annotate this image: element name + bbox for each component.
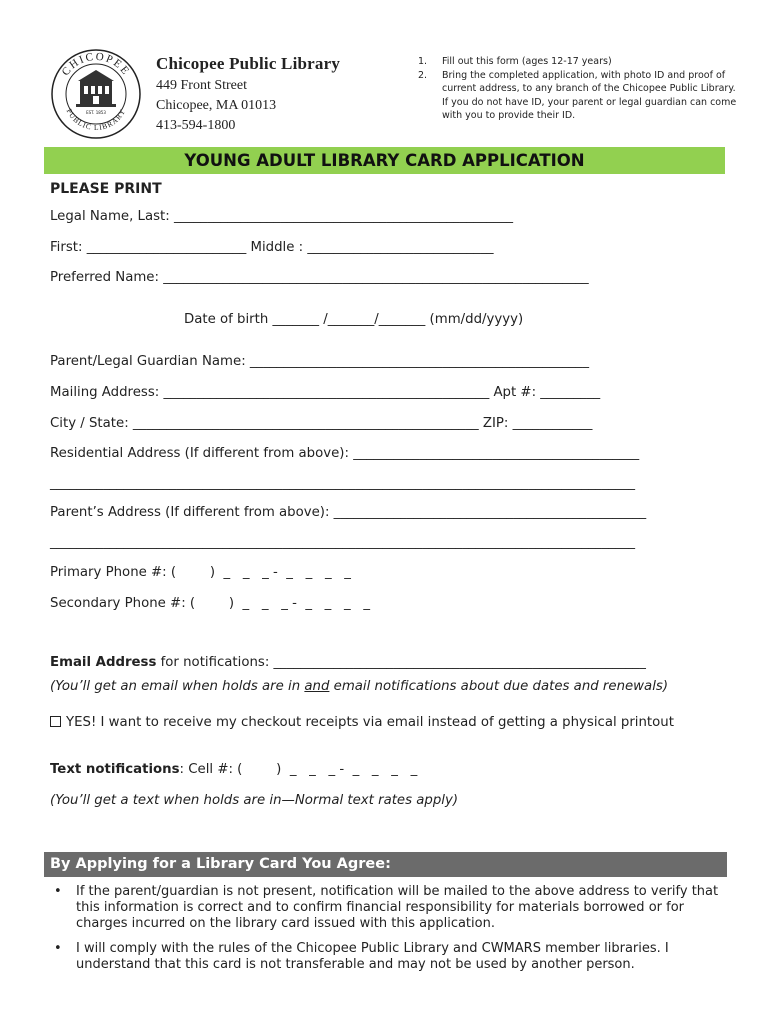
parents-address-field[interactable]: Parent’s Address (If different from above): _______________________________________________ [50, 505, 647, 520]
library-name: Chicopee Public Library [156, 54, 341, 73]
library-city: Chicopee, MA 01013 [156, 98, 277, 113]
city-state-zip-field[interactable]: City / State: ____________________________________________________ ZIP: ____________ [50, 416, 593, 431]
text-notification-field[interactable]: Text notifications: Cell #: ( ) _ _ _ - _ _ _ _ [50, 762, 418, 777]
receipt-email-option[interactable]: YES! I want to receive my checkout receipts via email instead of getting a physical printout [50, 715, 674, 730]
residential-address-field[interactable]: Residential Address (If different from above): ___________________________________________ [50, 446, 640, 461]
instruction-item: 2. Bring the completed application, with photo ID and proof of current address, to any branch of the Chicopee Public Library. If you do not have ID, your parent or legal guardian can come with you to provide their ID. [418, 69, 737, 121]
library-logo [50, 48, 142, 140]
svg-text:EST. 1853: EST. 1853 [86, 110, 106, 115]
residential-address-continued[interactable]: ________________________________________________________________________________________ [50, 476, 636, 491]
legal-last-name-field[interactable]: Legal Name, Last: ___________________________________________________ [50, 209, 514, 224]
please-print-heading: PLEASE PRINT [50, 181, 162, 197]
checkbox[interactable] [50, 716, 61, 727]
mailing-address-field[interactable]: Mailing Address: _________________________________________________ Apt #: _________ [50, 385, 601, 400]
list-item: • If the parent/guardian is not present, notification will be mailed to the above address to verify that this information is correct and to confirm financial responsibility for materials borrowed or for charges incurred on the library card issued with this application. [54, 884, 719, 931]
agreement-list [50, 884, 730, 982]
secondary-phone-field[interactable]: Secondary Phone #: ( ) _ _ _ - _ _ _ _ [50, 596, 370, 611]
library-address-block [156, 54, 340, 134]
parents-address-continued[interactable]: ________________________________________________________________________________________ [50, 535, 636, 550]
text-notification-note: (You’ll get a text when holds are in—Normal text rates apply) [50, 793, 459, 808]
email-field[interactable]: Email Address for notifications: ________________________________________________________ [50, 655, 646, 670]
instructions-list [418, 55, 738, 123]
email-note: (You’ll get an email when holds are in and email notifications about due dates and renewals) [50, 679, 669, 694]
instruction-item: 1. Fill out this form (ages 12-17 years) [418, 56, 612, 67]
first-middle-name-field[interactable]: First: ________________________ Middle : ____________________________ [50, 240, 494, 255]
primary-phone-field[interactable]: Primary Phone #: ( ) _ _ _ - _ _ _ _ [50, 565, 351, 580]
preferred-name-field[interactable]: Preferred Name: ________________________________________________________________ [50, 270, 589, 285]
list-item: • I will comply with the rules of the Chicopee Public Library and CWMARS member libraries. I understand that this card is not transferable and may not be used by another person. [54, 941, 669, 972]
agreement-header: By Applying for a Library Card You Agree: [44, 852, 727, 877]
date-of-birth-field[interactable]: Date of birth _______ /_______/_______ (mm/dd/yyyy) [184, 312, 524, 327]
svg-text:PUBLIC LIBRARY: PUBLIC LIBRARY [64, 107, 128, 133]
form-title: YOUNG ADULT LIBRARY CARD APPLICATION [44, 147, 725, 174]
library-phone: 413-594-1800 [156, 118, 236, 133]
svg-text:CHICOPEE: CHICOPEE [59, 50, 133, 79]
guardian-name-field[interactable]: Parent/Legal Guardian Name: ___________________________________________________ [50, 354, 589, 369]
library-street: 449 Front Street [156, 78, 247, 93]
